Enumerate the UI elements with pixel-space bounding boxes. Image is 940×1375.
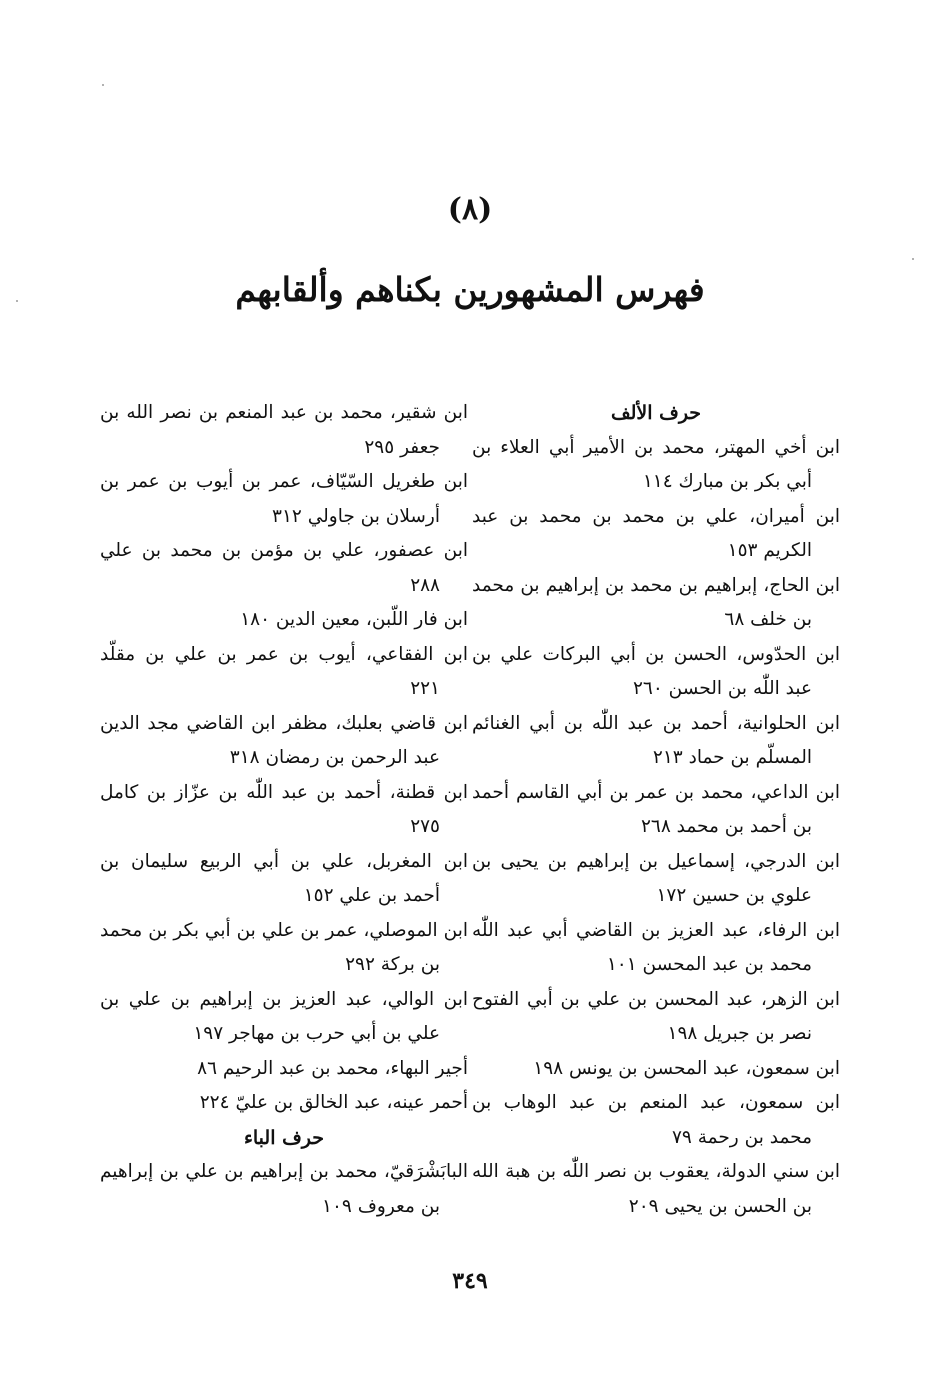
index-entry: ابن المغربل، علي بن أبي الربيع سليمان بن أحمد بن علي ١٥٢ [100,850,468,906]
index-entry: ابن الحلوانية، أحمد بن عبد اللّٰه بن أبي الغنائم المسلّم بن حماد ٢١٣ [472,712,840,768]
index-entry: ابن الفقاعي، أيوب بن عمر بن علي بن مقلّد ٢٢١ [100,643,468,699]
index-entry: ابن الحدّوس، الحسن بن أبي البركات علي بن عبد اللّٰه بن الحسن ٢٦٠ [472,643,840,699]
index-entry: ابن الدرجي، إسماعيل بن إبراهيم بن يحيى بن علوي بن حسين ١٧٢ [472,850,840,906]
right-column [472,396,840,1224]
index-entry: ابن سمعون، عبد المحسن بن يونس ١٩٨ [533,1057,840,1079]
index-entry: ابن طغريل السّيّاف، عمر بن أيوب بن عمر بن أرسلان بن جاولي ٣١٢ [100,471,468,527]
index-entry: ابن قطنة، أحمد بن عبد اللّٰه بن عزّاز بن كامل ٢٧٥ [100,781,468,837]
index-entry: البابَشْرَقيّ، محمد بن إبراهيم بن علي بن إبراهيم بن معروف ١٠٩ [100,1161,468,1217]
index-entry: ابن الموصلي، عمر بن علي بن أبي بكر بن محمد بن بركة ٢٩٢ [100,919,468,975]
index-entry: ابن الداعي، محمد بن عمر بن أبي القاسم أحمد بن أحمد بن محمد ٢٦٨ [472,781,840,837]
index-entry: ابن أميران، علي بن محمد بن محمد بن عبد الكريم ١٥٣ [472,505,840,561]
index-entry: ابن أخي المهتر، محمد بن الأمير أبي العلاء بن أبي بكر بن مبارك ١١٤ [472,436,840,492]
index-entry: ابن سمعون، عبد المنعم بن عبد الوهاب بن محمد بن رحمة ٧٩ [472,1092,840,1148]
index-entry: ابن الوالي، عبد العزيز بن إبراهيم بن علي بن علي بن أبي حرب بن مهاجر ١٩٧ [100,988,468,1044]
paper-speck [102,84,104,86]
section-number: (٨) [447,192,493,227]
index-entry: ابن الزهر، عبد المحسن بن علي بن أبي الفتوح نصر بن جبريل ١٩٨ [472,988,840,1044]
index-entry: أجير البهاء، محمد بن عبد الرحيم ٨٦ [197,1057,468,1079]
index-entry: ابن الرفاء، عبد العزيز بن القاضي أبي عبد اللّٰه محمد بن عبد المحسن ١٠١ [472,919,840,975]
index-title: فهرس المشهورين بكناهم وألقابهم [235,270,705,309]
paper-speck [912,258,914,260]
page-number: ٣٤٩ [452,1268,488,1294]
index-entry: ابن عصفور، علي بن مؤمن بن محمد بن علي ٢٨٨ [100,540,468,596]
letter-heading-ba: حرف الباء [243,1126,325,1149]
index-entry: ابن قاضي بعلبك، مظفر ابن القاضي مجد الدين عبد الرحمن بن رمضان ٣١٨ [100,712,468,768]
index-entry: ابن سني الدولة، يعقوب بن نصر اللّٰه بن هبة الله بن الحسن بن يحيى ٢٠٩ [472,1161,840,1217]
letter-heading-alif: حرف الألف [610,402,702,424]
left-column [100,396,468,1224]
index-entry: ابن شقير، محمد بن عبد المنعم بن نصر الله بن جعفر ٢٩٥ [100,402,468,458]
index-entry: ابن الحاج، إبراهيم بن محمد بن إبراهيم بن محمد بن خلف ٦٨ [472,574,840,630]
index-entry: ابن فار اللّبن، معين الدين ١٨٠ [240,609,468,630]
index-entry: أحمر عينه، عبد الخالق بن عليّ ٢٢٤ [199,1092,468,1113]
